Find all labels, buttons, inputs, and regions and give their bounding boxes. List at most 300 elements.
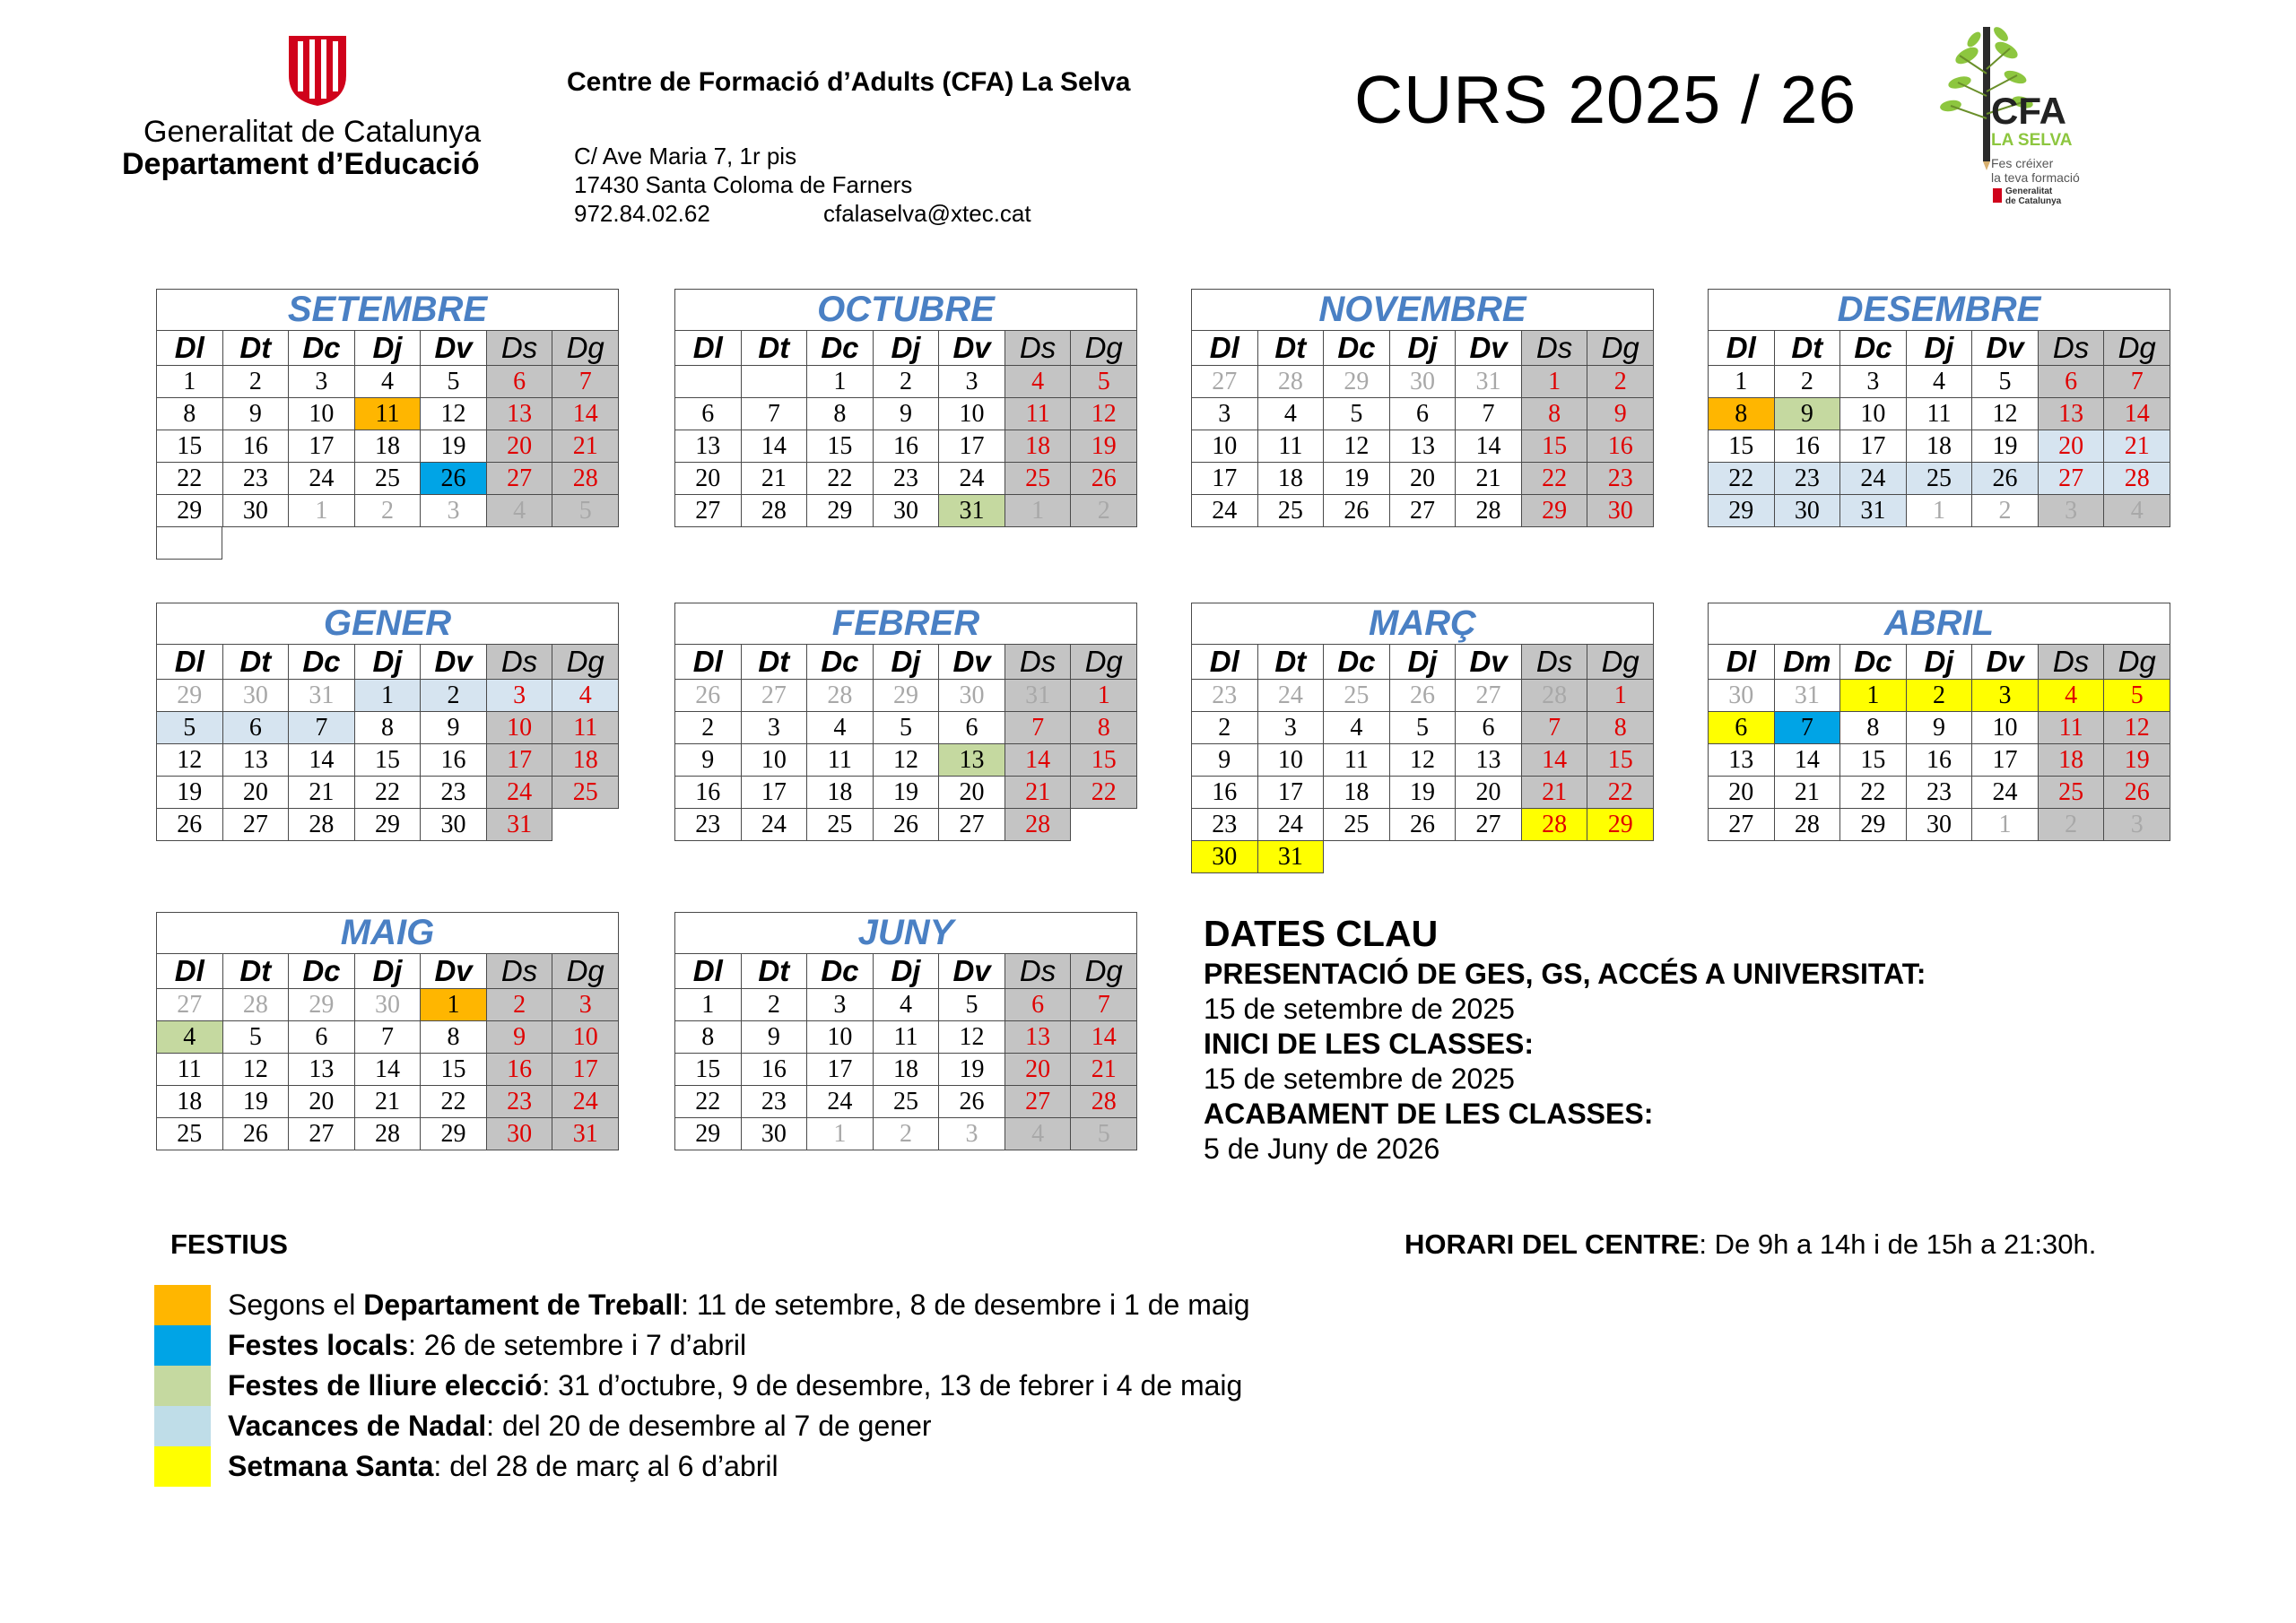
calendar-day: 14 [552, 398, 619, 430]
calendar-day: 6 [1004, 989, 1071, 1021]
calendar-day: 29 [873, 680, 939, 712]
calendar-day: 21 [289, 777, 355, 809]
month-name: FEBRER [675, 603, 1137, 645]
calendar-day: 5 [1324, 398, 1390, 430]
calendar-day: 2 [741, 989, 807, 1021]
legend-bold: Setmana Santa [228, 1450, 434, 1482]
calendar-day: 24 [1972, 777, 2039, 809]
calendar-day: 1 [1840, 680, 1907, 712]
weekday-header: Dl [675, 954, 742, 989]
calendar-day: 31 [486, 809, 552, 841]
key-dates-section [1204, 913, 1926, 1167]
calendar-day: 15 [1521, 430, 1587, 463]
calendar-day: 3 [289, 366, 355, 398]
calendar-day: 13 [1389, 430, 1456, 463]
calendar-day: 3 [421, 495, 487, 527]
calendar-day: 17 [1257, 777, 1324, 809]
calendar-day: 11 [157, 1054, 223, 1086]
opening-hours [1405, 1228, 2096, 1261]
calendar-day: 12 [1071, 398, 1137, 430]
calendar-day: 12 [222, 1054, 289, 1086]
calendar-day: 2 [421, 680, 487, 712]
calendar-day: 27 [939, 809, 1005, 841]
logo-tagline-1: Fes créixer [1991, 156, 2054, 170]
calendar-day: 4 [1906, 366, 1972, 398]
calendar-day: 25 [354, 463, 421, 495]
calendar-day: 18 [807, 777, 874, 809]
calendar-day: 26 [421, 463, 487, 495]
calendar-day: 12 [873, 744, 939, 777]
calendar-day: 7 [1456, 398, 1522, 430]
weekday-header: Dv [1456, 645, 1522, 680]
calendar-day: 19 [157, 777, 223, 809]
presentation-label: PRESENTACIÓ DE GES, GS, ACCÉS A UNIVERSITAT: [1204, 958, 1926, 990]
month-table [1191, 603, 1654, 873]
calendar-day: 29 [1587, 809, 1654, 841]
month-calendar [156, 603, 619, 841]
calendar-day: 3 [939, 1118, 1005, 1150]
calendar-day: 2 [486, 989, 552, 1021]
weekday-header: Dg [2104, 331, 2170, 366]
calendar-day: 8 [421, 1021, 487, 1054]
calendar-day: 29 [157, 495, 223, 527]
calendar-day: 11 [354, 398, 421, 430]
calendar-day: 3 [1192, 398, 1258, 430]
calendar-day: 16 [1192, 777, 1258, 809]
month-calendar [1708, 603, 2170, 841]
orange-swatch [154, 1285, 211, 1325]
weekday-header: Dg [552, 645, 619, 680]
calendar-day [1071, 809, 1137, 841]
calendar-day: 2 [2038, 809, 2104, 841]
calendar-day: 7 [289, 712, 355, 744]
calendar-day: 6 [289, 1021, 355, 1054]
weekday-header: Ds [1521, 331, 1587, 366]
calendar-day: 22 [157, 463, 223, 495]
weekday-header: Dc [807, 645, 874, 680]
calendar-day: 9 [1906, 712, 1972, 744]
calendar-day: 15 [1709, 430, 1775, 463]
calendar-day: 31 [1774, 680, 1840, 712]
calendar-day [552, 809, 619, 841]
calendar-day: 13 [289, 1054, 355, 1086]
calendar-day: 25 [1004, 463, 1071, 495]
calendar-day [675, 366, 742, 398]
calendar-day: 30 [222, 495, 289, 527]
calendar-day: 22 [421, 1086, 487, 1118]
calendar-day: 10 [552, 1021, 619, 1054]
calendar-day: 26 [1389, 809, 1456, 841]
calendar-day: 6 [939, 712, 1005, 744]
weekday-header: Dg [552, 331, 619, 366]
calendar-day [741, 366, 807, 398]
month-name: MAIG [157, 913, 619, 954]
weekday-header: Dt [222, 954, 289, 989]
calendar-day: 11 [1004, 398, 1071, 430]
calendar-day: 26 [939, 1086, 1005, 1118]
calendar-day: 24 [1840, 463, 1907, 495]
calendar-day: 13 [939, 744, 1005, 777]
calendar-day: 12 [2104, 712, 2170, 744]
calendar-day: 30 [939, 680, 1005, 712]
weekday-header: Dc [807, 331, 874, 366]
calendar-day: 4 [1257, 398, 1324, 430]
weekday-header: Dg [1587, 331, 1654, 366]
legend-bold: Festes de lliure elecció [228, 1369, 543, 1402]
calendar-day: 10 [1192, 430, 1258, 463]
weekday-header: Dj [1906, 331, 1972, 366]
calendar-day: 23 [1192, 809, 1258, 841]
month-calendar [1191, 603, 1654, 873]
generalitat-logo-icon [285, 34, 350, 108]
calendar-day: 27 [486, 463, 552, 495]
light-blue-swatch [154, 1406, 211, 1446]
calendar-day: 2 [1587, 366, 1654, 398]
calendar-day: 18 [1257, 463, 1324, 495]
calendar-day: 5 [1389, 712, 1456, 744]
weekday-header: Dj [1389, 645, 1456, 680]
calendar-day: 17 [552, 1054, 619, 1086]
calendar-day: 16 [675, 777, 742, 809]
calendar-day: 24 [1257, 809, 1324, 841]
calendar-day: 22 [1071, 777, 1137, 809]
calendar-day: 13 [2038, 398, 2104, 430]
calendar-day: 24 [1257, 680, 1324, 712]
legend-bold: Festes locals [228, 1329, 408, 1361]
calendar-day: 4 [157, 1021, 223, 1054]
calendar-day: 6 [1709, 712, 1775, 744]
calendar-day: 28 [1456, 495, 1522, 527]
calendar-day: 23 [222, 463, 289, 495]
calendar-day: 5 [1071, 366, 1137, 398]
calendar-day: 2 [1071, 495, 1137, 527]
calendar-day: 12 [1972, 398, 2039, 430]
course-title: CURS 2025 / 26 [1354, 62, 1857, 137]
calendar-day: 7 [552, 366, 619, 398]
calendar-day: 7 [1004, 712, 1071, 744]
calendar-day: 27 [675, 495, 742, 527]
calendar-day: 21 [1774, 777, 1840, 809]
calendar-day: 20 [1004, 1054, 1071, 1086]
calendar-day: 29 [1840, 809, 1907, 841]
legend-detail: : del 28 de març al 6 d’abril [433, 1450, 778, 1482]
cfa-la-selva-logo [1910, 20, 2197, 208]
empty-cell [156, 527, 222, 560]
calendar-day: 2 [1774, 366, 1840, 398]
calendar-day: 10 [807, 1021, 874, 1054]
calendar-day: 31 [1456, 366, 1522, 398]
weekday-header: Dv [1972, 331, 2039, 366]
month-name: OCTUBRE [675, 290, 1137, 331]
calendar-day: 18 [157, 1086, 223, 1118]
weekday-header: Dv [1972, 645, 2039, 680]
email-address: cfalaselva@xtec.cat [823, 200, 1031, 227]
calendar-day: 10 [289, 398, 355, 430]
calendar-day: 25 [1324, 680, 1390, 712]
calendar-day: 1 [1521, 366, 1587, 398]
month-name: ABRIL [1709, 603, 2170, 645]
month-table [674, 603, 1137, 841]
calendar-day: 10 [1840, 398, 1907, 430]
yellow-swatch [154, 1446, 211, 1487]
calendar-day: 28 [1004, 809, 1071, 841]
weekday-header: Dc [289, 331, 355, 366]
calendar-day: 14 [2104, 398, 2170, 430]
calendar-day: 6 [675, 398, 742, 430]
weekday-header: Dl [1709, 331, 1775, 366]
weekday-header: Ds [486, 331, 552, 366]
calendar-day: 29 [807, 495, 874, 527]
weekday-header: Dj [354, 954, 421, 989]
month-table [1708, 289, 2170, 527]
calendar-day: 11 [873, 1021, 939, 1054]
calendar-day: 5 [421, 366, 487, 398]
calendar-day: 30 [1906, 809, 1972, 841]
weekday-header: Ds [1004, 331, 1071, 366]
calendar-day: 24 [552, 1086, 619, 1118]
weekday-header: Dl [1192, 331, 1258, 366]
centre-name: Centre de Formació d’Adults (CFA) La Selva [567, 67, 1131, 97]
calendar-day: 23 [1774, 463, 1840, 495]
calendar-day: 23 [675, 809, 742, 841]
calendar-day: 4 [1004, 366, 1071, 398]
month-table [156, 289, 619, 527]
calendar-day [1324, 841, 1390, 873]
calendar-day: 18 [354, 430, 421, 463]
weekday-header: Dv [1456, 331, 1522, 366]
weekday-header: Dj [354, 645, 421, 680]
calendar-day: 19 [2104, 744, 2170, 777]
calendar-day: 12 [157, 744, 223, 777]
weekday-header: Dc [1840, 645, 1907, 680]
calendar-day: 1 [157, 366, 223, 398]
legend-detail: : 11 de setembre, 8 de desembre i 1 de maig [681, 1289, 1250, 1321]
calendar-day: 30 [1774, 495, 1840, 527]
calendar-day: 14 [354, 1054, 421, 1086]
calendar-day: 25 [552, 777, 619, 809]
calendar-day: 19 [939, 1054, 1005, 1086]
calendar-day: 23 [1192, 680, 1258, 712]
calendar-day: 24 [289, 463, 355, 495]
weekday-header: Dl [675, 331, 742, 366]
weekday-header: Ds [1004, 645, 1071, 680]
calendar-day: 30 [354, 989, 421, 1021]
weekday-header: Dc [289, 954, 355, 989]
calendar-day: 28 [1071, 1086, 1137, 1118]
calendar-day: 26 [873, 809, 939, 841]
calendar-day: 17 [939, 430, 1005, 463]
calendar-day: 15 [807, 430, 874, 463]
calendar-day: 6 [2038, 366, 2104, 398]
calendar-day: 2 [222, 366, 289, 398]
calendar-day: 8 [1521, 398, 1587, 430]
calendar-day: 11 [1324, 744, 1390, 777]
calendar-day: 28 [807, 680, 874, 712]
calendar-day: 9 [421, 712, 487, 744]
calendar-day: 27 [222, 809, 289, 841]
calendar-day: 30 [421, 809, 487, 841]
calendar-day: 3 [1972, 680, 2039, 712]
calendar-day: 20 [1389, 463, 1456, 495]
calendar-day: 15 [1840, 744, 1907, 777]
weekday-header: Dv [421, 954, 487, 989]
calendar-day: 20 [675, 463, 742, 495]
calendar-day: 8 [807, 398, 874, 430]
calendar-day: 15 [675, 1054, 742, 1086]
calendar-day: 27 [289, 1118, 355, 1150]
calendar-day: 10 [939, 398, 1005, 430]
calendar-day: 31 [1840, 495, 1907, 527]
weekday-header: Dc [1840, 331, 1907, 366]
calendar-day: 23 [741, 1086, 807, 1118]
calendar-day: 15 [421, 1054, 487, 1086]
calendar-day: 4 [354, 366, 421, 398]
calendar-day: 24 [741, 809, 807, 841]
calendar-day: 25 [873, 1086, 939, 1118]
calendar-day: 24 [939, 463, 1005, 495]
calendar-day: 1 [1709, 366, 1775, 398]
calendar-day: 19 [1071, 430, 1137, 463]
calendar-day: 4 [2104, 495, 2170, 527]
month-name: DESEMBRE [1709, 290, 2170, 331]
month-calendar [1191, 289, 1654, 527]
classes-end-label: ACABAMENT DE LES CLASSES: [1204, 1098, 1654, 1130]
calendar-day: 17 [1972, 744, 2039, 777]
calendar-day: 28 [552, 463, 619, 495]
calendar-day: 14 [1774, 744, 1840, 777]
weekday-header: Dl [157, 331, 223, 366]
legend-text [228, 1289, 1250, 1322]
calendar-day: 26 [1389, 680, 1456, 712]
calendar-day: 6 [486, 366, 552, 398]
calendar-day: 29 [157, 680, 223, 712]
calendar-day: 21 [1071, 1054, 1137, 1086]
weekday-header: Dg [1071, 645, 1137, 680]
calendar-day [1521, 841, 1587, 873]
calendar-day: 13 [1709, 744, 1775, 777]
calendar-day: 5 [157, 712, 223, 744]
calendar-day: 8 [157, 398, 223, 430]
calendar-day: 9 [486, 1021, 552, 1054]
calendar-day: 6 [1456, 712, 1522, 744]
calendar-day: 28 [1257, 366, 1324, 398]
calendar-day: 2 [1972, 495, 2039, 527]
calendar-day: 5 [2104, 680, 2170, 712]
month-table [674, 912, 1137, 1150]
classes-end-date: 5 de Juny de 2026 [1204, 1133, 1440, 1165]
calendar-day: 13 [675, 430, 742, 463]
calendar-day: 26 [222, 1118, 289, 1150]
weekday-header: Ds [486, 954, 552, 989]
calendar-day: 15 [157, 430, 223, 463]
calendar-day: 11 [1906, 398, 1972, 430]
month-name: NOVEMBRE [1192, 290, 1654, 331]
calendar-day: 12 [939, 1021, 1005, 1054]
calendar-day: 12 [1389, 744, 1456, 777]
calendar-day: 30 [873, 495, 939, 527]
month-name: GENER [157, 603, 619, 645]
calendar-day: 17 [741, 777, 807, 809]
weekday-header: Dc [1324, 645, 1390, 680]
green-swatch [154, 1366, 211, 1406]
weekday-header: Dg [2104, 645, 2170, 680]
logo-cfa-text: CFA [1991, 90, 2066, 132]
calendar-day: 18 [1324, 777, 1390, 809]
calendar-day: 27 [1389, 495, 1456, 527]
calendar-day: 26 [2104, 777, 2170, 809]
calendar-day: 1 [289, 495, 355, 527]
legend-detail: : 31 d’octubre, 9 de desembre, 13 de febrer i 4 de maig [542, 1369, 1243, 1402]
logo-tagline-2: la teva formació [1991, 170, 2080, 185]
calendar-day: 16 [222, 430, 289, 463]
calendar-day: 22 [1840, 777, 1907, 809]
legend-text [228, 1369, 1242, 1402]
calendar-day: 1 [675, 989, 742, 1021]
calendar-day: 18 [552, 744, 619, 777]
calendar-day: 16 [421, 744, 487, 777]
calendar-day: 7 [1521, 712, 1587, 744]
month-name: JUNY [675, 913, 1137, 954]
calendar-day: 26 [157, 809, 223, 841]
calendar-day: 28 [1521, 680, 1587, 712]
calendar-day: 31 [1257, 841, 1324, 873]
calendar-day: 5 [1972, 366, 2039, 398]
calendar-day: 25 [1906, 463, 1972, 495]
calendar-day: 13 [1456, 744, 1522, 777]
legend-bold: Departament de Treball [363, 1289, 682, 1321]
calendar-day: 5 [873, 712, 939, 744]
calendar-day: 20 [222, 777, 289, 809]
calendar-day: 28 [1774, 809, 1840, 841]
month-calendar [674, 603, 1137, 841]
weekday-header: Ds [1004, 954, 1071, 989]
calendar-day: 27 [1192, 366, 1258, 398]
calendar-day: 25 [157, 1118, 223, 1150]
calendar-day: 14 [1071, 1021, 1137, 1054]
calendar-day: 21 [1004, 777, 1071, 809]
calendar-day: 11 [552, 712, 619, 744]
weekday-header: Dt [741, 954, 807, 989]
weekday-header: Dg [1587, 645, 1654, 680]
calendar-day: 3 [486, 680, 552, 712]
calendar-day: 5 [1071, 1118, 1137, 1150]
calendar-day: 27 [1709, 809, 1775, 841]
generalitat-name: Generalitat de Catalunya [144, 115, 482, 149]
calendar-day: 14 [1004, 744, 1071, 777]
weekday-header: Dt [1774, 331, 1840, 366]
weekday-header: Dv [939, 331, 1005, 366]
legend-detail: : del 20 de desembre al 7 de gener [486, 1410, 932, 1442]
calendar-day: 3 [2104, 809, 2170, 841]
calendar-day: 22 [1709, 463, 1775, 495]
weekday-header: Dt [1257, 331, 1324, 366]
month-table [1708, 603, 2170, 841]
month-calendar [156, 289, 619, 560]
calendar-day: 16 [741, 1054, 807, 1086]
legend-text [228, 1329, 746, 1362]
calendar-day: 29 [1324, 366, 1390, 398]
weekday-header: Dt [741, 645, 807, 680]
calendar-day: 28 [1521, 809, 1587, 841]
department-name: Departament d’Educació [122, 147, 480, 181]
calendar-day: 6 [222, 712, 289, 744]
calendar-day: 9 [1774, 398, 1840, 430]
classes-start-label: INICI DE LES CLASSES: [1204, 1028, 1535, 1060]
calendar-day: 24 [486, 777, 552, 809]
calendar-day: 7 [741, 398, 807, 430]
calendar-day: 11 [807, 744, 874, 777]
calendar-day: 3 [939, 366, 1005, 398]
